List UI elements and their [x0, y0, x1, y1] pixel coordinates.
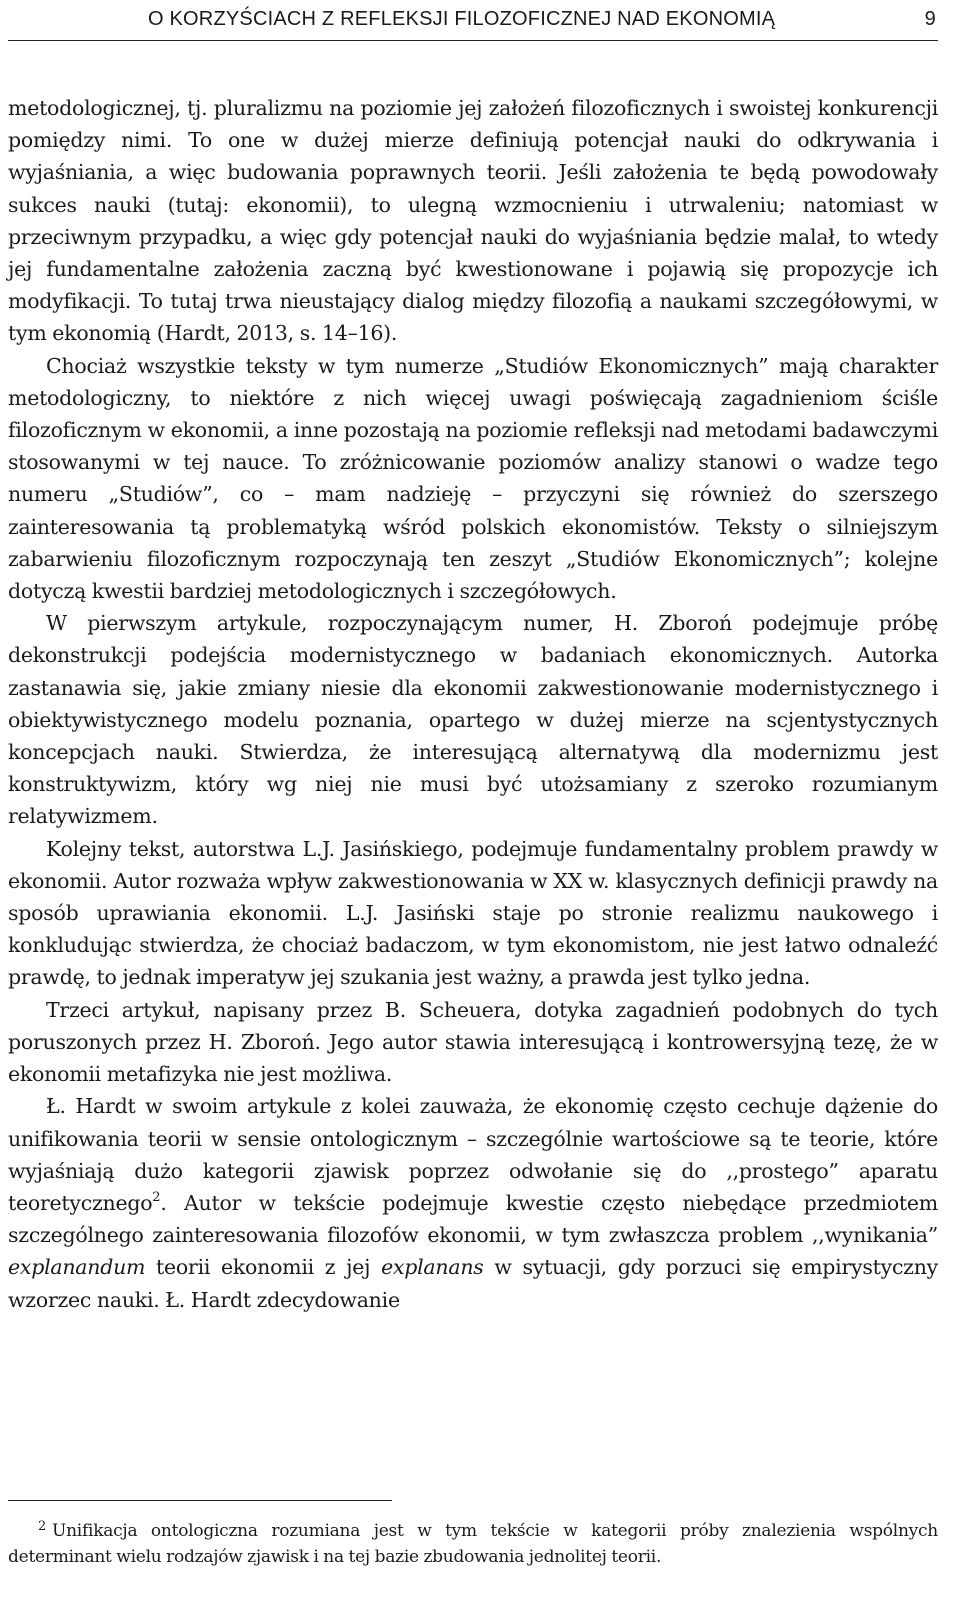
text-run: Kolejny tekst, autorstwa L.J. Jasińskiego, podejmuje fundamentalny problem prawdy w ekonomii. Autor rozważa wpływ zakwestionowania w XX w. klasycznych definicji prawdy na sposób uprawiania ekonomii. L.J. Jasiński staje po stronie realizmu naukowego i konkludując stwierdza, że chociaż badaczom, w tym ekonomistom, nie jest łatwo odnaleźć prawdę, to jednak imperatyw jej szukania jest ważny, a prawda jest tylko jedna.: [8, 836, 938, 990]
text-run: teorii ekonomii z jej: [145, 1255, 382, 1280]
footnote: [8, 1518, 938, 1570]
page-number: 9: [924, 8, 936, 30]
text-run: Trzeci artykuł, napisany przez B. Scheuera, dotyka zagadnień podobnych do tych poruszonych przez H. Zboroń. Jego autor stawia interesującą i kontrowersyjną tezę, że w ekonomii metafizyka nie jest możliwa.: [8, 997, 938, 1087]
footnote-marker: 2: [38, 1519, 47, 1534]
paragraph: [8, 833, 938, 994]
text-run: Ł. Hardt w swoim artykule z kolei zauważa, że ekonomię często cechuje dążenie do unifikowania teorii w sensie ontologicznym – szczególnie wartościowe są te teorie, które wyjaśniają dużo kategorii zjawisk poprzez odwołanie się do ,,prostego” aparatu teoretycznego: [8, 1094, 938, 1215]
paragraph: [8, 1090, 938, 1315]
text-run: Chociaż wszystkie teksty w tym numerze „Studiów Ekonomicznych” mają charakter metodologiczny, to niektóre z nich więcej uwagi poświęcają zagadnieniom ściśle filozoficznym w ekonomii, a inne pozostają na poziomie refleksji nad metodami badawczymi stosowanymi w tej nauce. To zróżnicowanie poziomów analizy stanowi o wadze tego numeru „Studiów”, co – mam nadzieję – przyczyni się również do szerszego zainteresowania tą problematyką wśród polskich ekonomistów. Teksty o silniejszym zabarwieniu filozoficznym rozpoczynają ten zeszyt „Studiów Ekonomicznych”; kolejne dotyczą kwestii bardziej metodologicznych i szczegółowych.: [8, 353, 938, 604]
text-run: w sytuacji, gdy porzuci się empirystyczny wzorzec nauki. Ł. Hardt zdecydowanie: [8, 1255, 939, 1312]
paragraph: [8, 994, 938, 1091]
italic-term: explanans: [381, 1255, 484, 1280]
running-header: [8, 2, 938, 41]
italic-term: explanandum: [8, 1255, 146, 1280]
body-text: [8, 92, 938, 1316]
paragraph: [8, 350, 938, 608]
paragraph: [8, 92, 938, 350]
text-run: metodologicznej, tj. pluralizmu na poziomie jej założeń filozoficznych i swoistej konkurencji pomiędzy nimi. To one w dużej mierze definiują potencjał nauki do odkrywania i wyjaśniania, a więc budowania poprawnych teorii. Jeśli założenia te będą powodowały sukces nauki (tutaj: ekonomii), to ulegną wzmocnieniu i utrwaleniu; natomiast w przeciwnym przypadku, a więc gdy potencjał nauki do wyjaśniania będzie malał, to wtedy jej fundamentalne założenia zaczną być kwestionowane i pojawią się propozycje ich modyfikacji. To tutaj trwa nieustający dialog między filozofią a naukami szczegółowymi, w tym ekonomią (Hardt, 2013, s. 14–16).: [8, 96, 938, 346]
footnote-divider: [8, 1500, 392, 1501]
footnote-text: Unifikacja ontologiczna rozumiana jest w tym tekście w kategorii próby znalezienia wspólnych determinant wielu rodzajów zjawisk i na tej bazie zbudowania jednolitej teorii.: [8, 1521, 938, 1567]
footnote-reference: 2: [152, 1189, 161, 1205]
running-title: O KORZYŚCIACH Z REFLEKSJI FILOZOFICZNEJ NAD EKONOMIĄ: [148, 8, 776, 30]
text-run: W pierwszym artykule, rozpoczynającym numer, H. Zboroń podejmuje próbę dekonstrukcji podejścia modernistycznego w badaniach ekonomicznych. Autorka zastanawia się, jakie zmiany niesie dla ekonomii zakwestionowanie modernistycznego i obiektywistycznego modelu poznania, opartego w dużej mierze na scjentystycznych koncepcjach nauki. Stwierdza, że interesującą alternatywą dla modernizmu jest konstruktywizm, który wg niej nie musi być utożsamiany z szeroko rozumianym relatywizmem.: [8, 611, 938, 829]
paragraph: [8, 607, 938, 832]
text-run: . Autor w tekście podejmuje kwestie często niebędące przedmiotem szczególnego zainteresowania filozofów ekonomii, w tym zwłaszcza problem ,,wynikania”: [8, 1190, 938, 1248]
